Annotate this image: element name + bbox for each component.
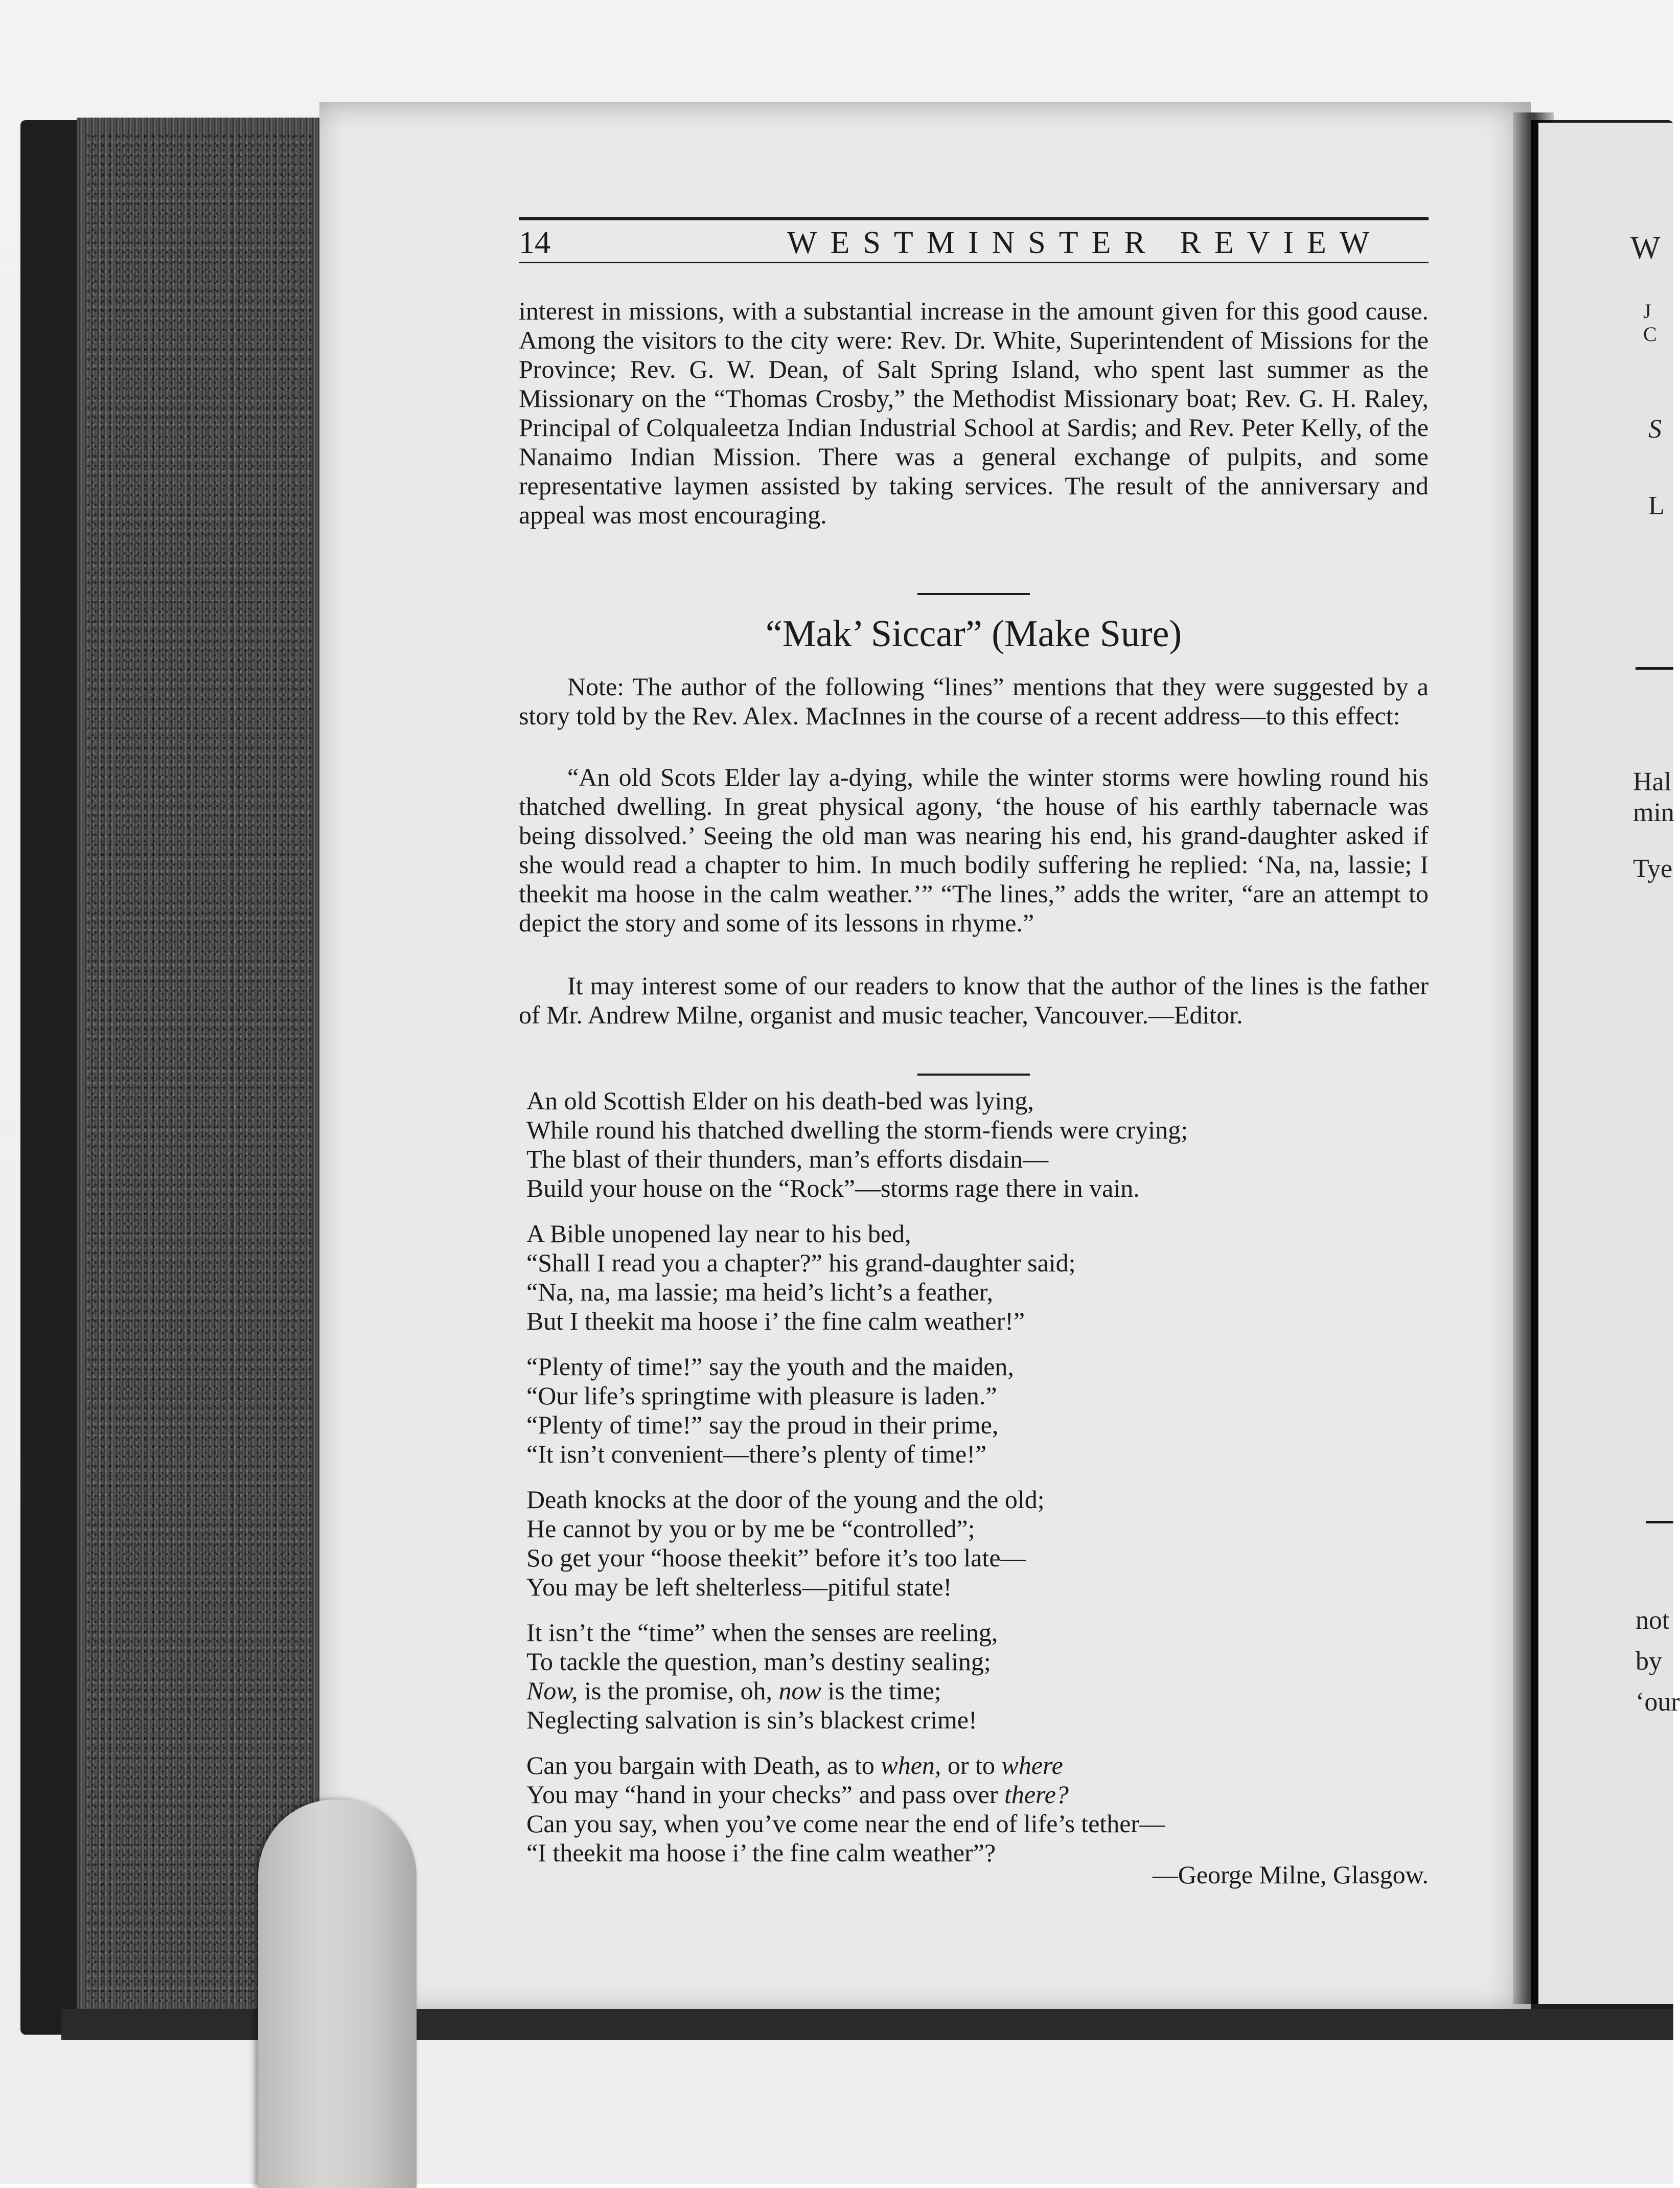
verse-line: A Bible unopened lay near to his bed,	[526, 1219, 911, 1248]
verse-line: It isn’t the “time” when the senses are reeling,	[526, 1618, 998, 1647]
verse-line: But I theekit ma hoose i’ the fine calm weather!”	[526, 1307, 1025, 1335]
separator-rule-2	[917, 1074, 1030, 1076]
separator-rule	[917, 593, 1030, 595]
stanza-2	[526, 1219, 1436, 1336]
verse-line: Neglecting salvation is sin’s blackest crime!	[526, 1705, 977, 1734]
intro-paragraph: interest in missions, with a substantial increase in the amount given for this good cause. Among the visitors to the city were: Rev. Dr. White, Superintendent of Missions for the Province; Rev. G. W. Dean, of Salt Spring Island, who spent last summer as the Missionary on the “Thomas Crosby,” the Methodist Missionary boat; Rev. G. H. Raley, Principal of Colqualeetza Indian Industrial School at Sardis; and Rev. Peter Kelly, of the Nanaimo Indian Mission. There was a general exchange of pulpits, and some representative laymen assisted by taking services. The result of the anniversary and appeal was most encouraging.	[519, 297, 1429, 529]
right-page-rule	[1636, 667, 1673, 670]
header-underline	[519, 262, 1429, 263]
verse-line: You may “hand in your checks” and pass over there?	[526, 1780, 1069, 1809]
right-page-fragment: C	[1643, 323, 1657, 346]
italic-now: now	[778, 1676, 821, 1705]
right-page-fragment: W	[1630, 231, 1661, 265]
verse-line: While round his thatched dwelling the storm-fiends were crying;	[526, 1115, 1188, 1144]
section-title: “Mak’ Siccar” (Make Sure)	[765, 613, 1182, 655]
stanza-4	[526, 1485, 1436, 1602]
verse-line: Can you bargain with Death, as to when, or to where	[526, 1751, 1063, 1780]
verse-line: “Plenty of time!” say the proud in their prime,	[526, 1410, 999, 1439]
italic-now: Now,	[526, 1676, 578, 1705]
page-number: 14	[519, 225, 550, 260]
verse-line: Build your house on the “Rock”—storms rage there in vain.	[526, 1174, 1140, 1202]
verse-line: The blast of their thunders, man’s efforts disdain—	[526, 1145, 1049, 1173]
right-page-rule	[1646, 1521, 1673, 1523]
stanza-1	[526, 1086, 1436, 1203]
verse-line: Death knocks at the door of the young and the old;	[526, 1485, 1045, 1514]
right-page-fragment: not	[1636, 1606, 1670, 1635]
verse-line-italic: Now, is the promise, oh, now is the time;	[526, 1676, 941, 1705]
verse-line: So get your “hoose theekit” before it’s too late—	[526, 1543, 1026, 1572]
editor-paragraph: It may interest some of our readers to know that the author of the lines is the father of Mr. Andrew Milne, organist and music teacher, Vancouver.—Editor.	[519, 971, 1429, 1029]
running-head	[519, 225, 1429, 261]
right-page	[1538, 123, 1673, 2004]
verse-line: “Our life’s springtime with pleasure is laden.”	[526, 1381, 997, 1410]
right-page-fragment: ‘our	[1636, 1688, 1680, 1717]
note-paragraph: Note: The author of the following “lines” mentions that they were suggested by a story told by the Rev. Alex. MacInnes in the course of a recent address—to this effect:	[519, 672, 1429, 730]
right-page-fragment: S	[1648, 415, 1662, 444]
quote-paragraph: “An old Scots Elder lay a-dying, while the winter storms were howling round his thatched dwelling. In great physical agony, ‘the house of his earthly tabernacle was being dissolved.’ Seeing the old man was nearing his end, his grand-daughter asked if she would read a chapter to him. In much bodily suffering he replied: ‘Na, na, lassie; I theekit ma hoose in the calm weather.’” “The lines,” adds the writer, “are an attempt to depict the story and some of its lessons in rhyme.”	[519, 763, 1429, 937]
verse-line: “Plenty of time!” say the youth and the maiden,	[526, 1352, 1014, 1381]
verse-line: Can you say, when you’ve come near the end of life’s tether—	[526, 1809, 1165, 1838]
page-edge-speckle	[87, 133, 312, 2004]
verse-line: He cannot by you or by me be “controlled”;	[526, 1514, 975, 1543]
right-page-fragment: Hal	[1633, 767, 1672, 796]
verse-line: “It isn’t convenient—there’s plenty of time!”	[526, 1440, 987, 1468]
holding-finger	[258, 1799, 417, 2188]
verse-line: To tackle the question, man’s destiny sealing;	[526, 1647, 991, 1676]
verse-line: “Shall I read you a chapter?” his grand-daughter said;	[526, 1248, 1076, 1277]
verse-line: “I theekit ma hoose i’ the fine calm weather”?	[526, 1838, 996, 1867]
author-signature: —George Milne, Glasgow.	[1152, 1860, 1429, 1889]
journal-title: WESTMINSTER REVIEW	[787, 225, 1383, 260]
verse-line: “Na, na, ma lassie; ma heid’s licht’s a feather,	[526, 1278, 993, 1306]
right-page-fragment: min	[1633, 798, 1674, 827]
verse-line: An old Scottish Elder on his death-bed was lying,	[526, 1086, 1034, 1115]
right-page-fragment: L	[1648, 491, 1665, 520]
verse-line: You may be left shelterless—pitiful state!	[526, 1572, 952, 1601]
header-rule	[519, 217, 1429, 220]
right-page-fragment: Tye	[1633, 854, 1673, 883]
stanza-6	[526, 1751, 1436, 1867]
right-page-fragment: by	[1636, 1647, 1662, 1676]
stanza-5	[526, 1618, 1436, 1735]
right-page-fragment: J	[1643, 300, 1651, 323]
stanza-3	[526, 1352, 1436, 1469]
